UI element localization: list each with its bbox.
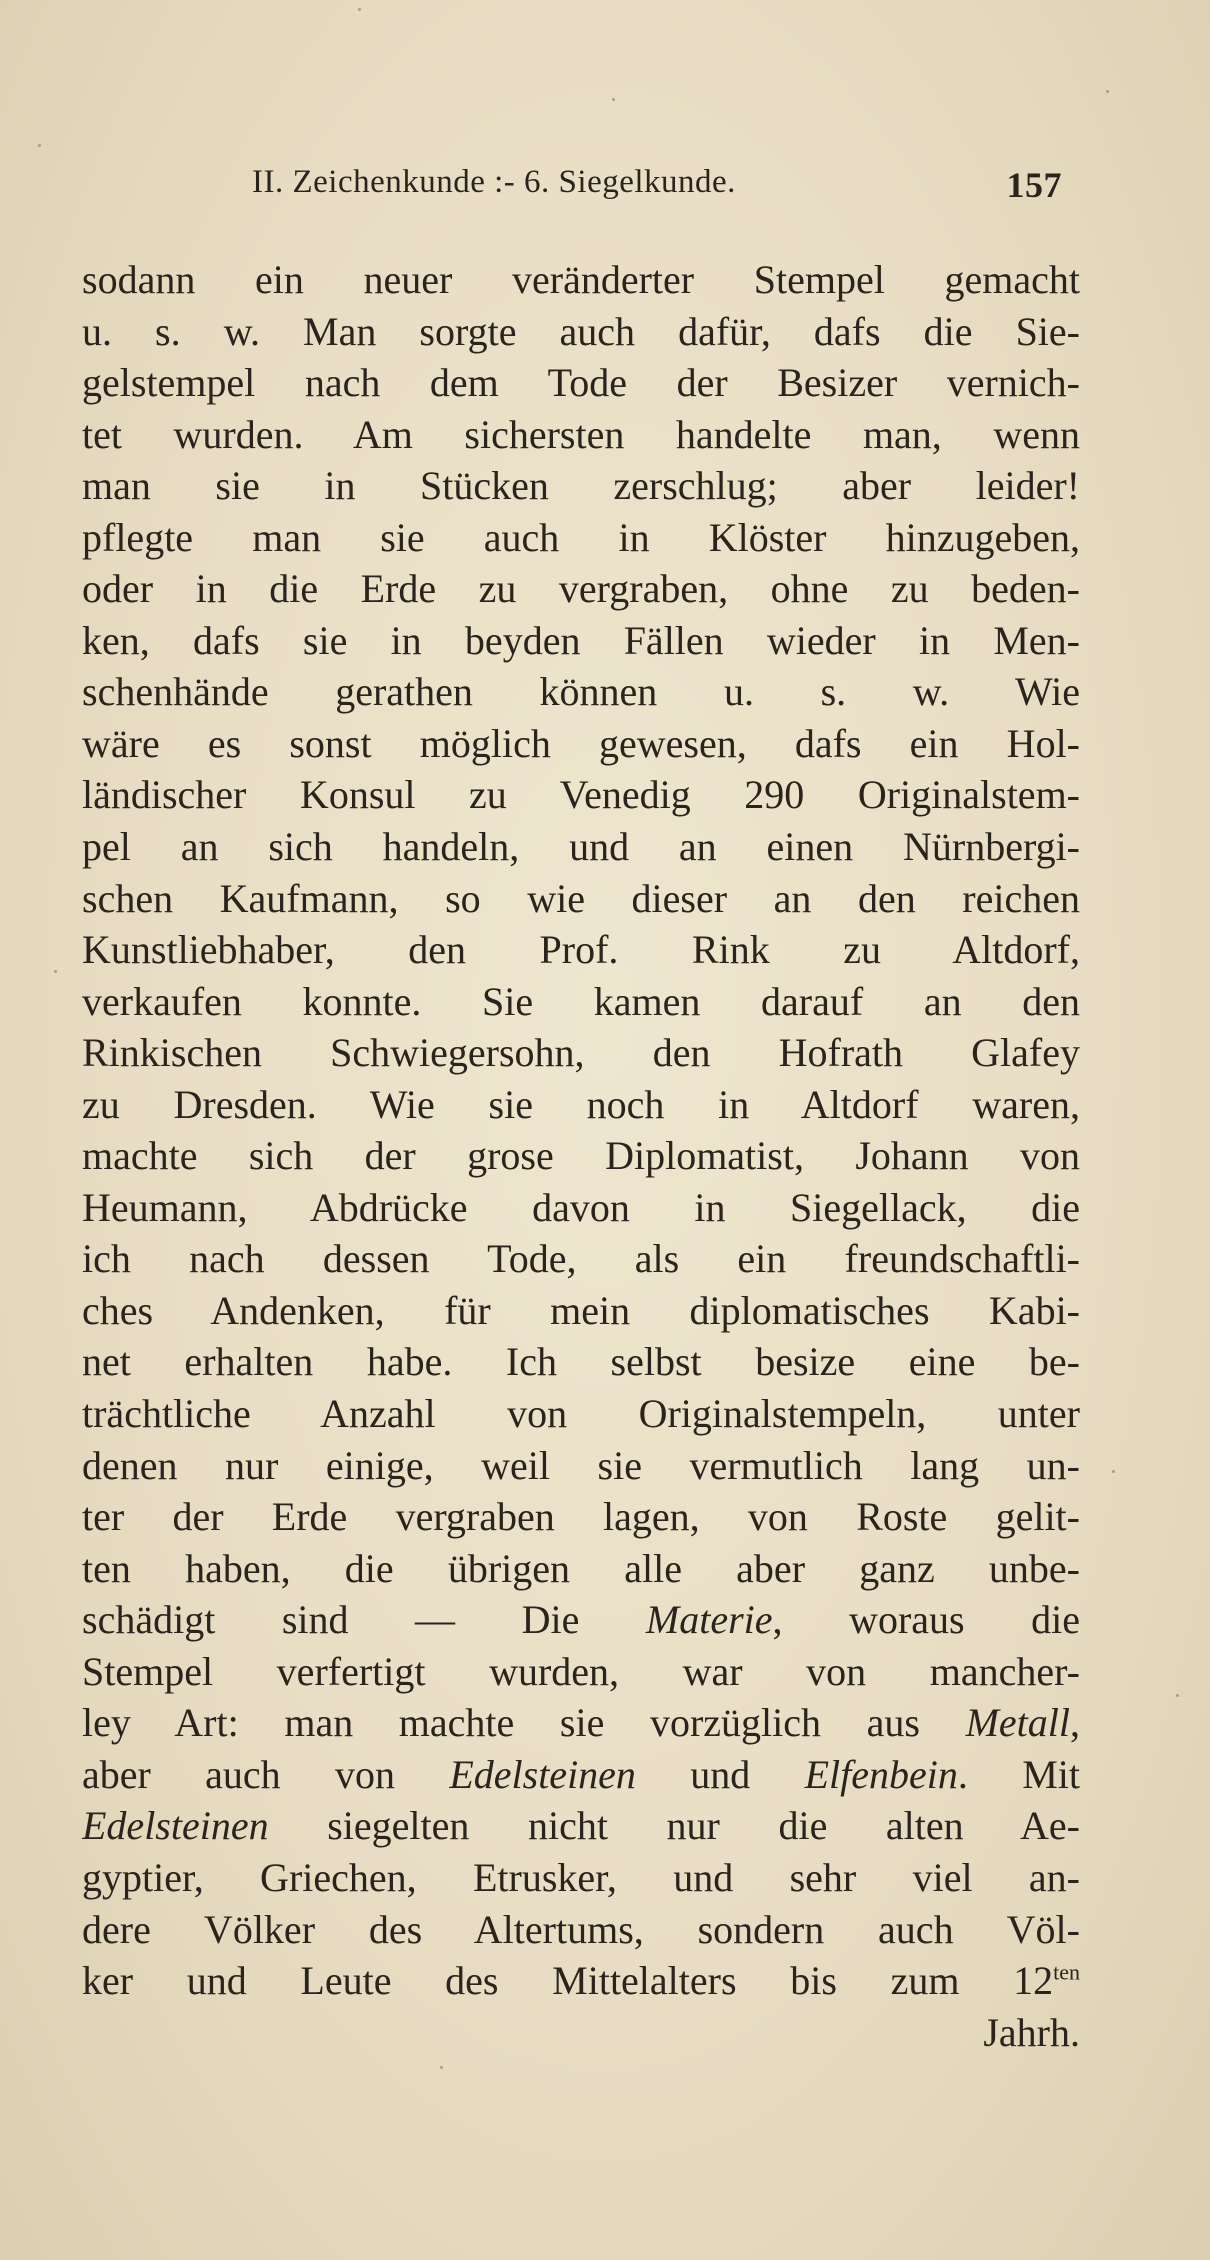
italic-term: Materie xyxy=(645,1597,773,1643)
italic-term: Elfenbein xyxy=(804,1751,958,1797)
text-line: man sie in Stücken zerschlug; aber leider! xyxy=(82,463,1080,509)
text-line: ches Andenken, für mein diplomatisches Kabi- xyxy=(82,1287,1080,1333)
text-line: ken, dafs sie in beyden Fällen wieder in Men- xyxy=(82,617,1080,663)
paper-speck xyxy=(54,970,57,973)
text-line: u. s. w. Man sorgte auch dafür, dafs die Sie- xyxy=(82,308,1080,354)
italic-term: Edelsteinen xyxy=(449,1751,636,1797)
text-line: ich nach dessen Tode, als ein freundschaftli- xyxy=(82,1236,1080,1282)
text-line: machte sich der grose Diplomatist, Johann von xyxy=(82,1133,1080,1179)
text-line: ten haben, die übrigen alle aber ganz unbe- xyxy=(82,1545,1080,1591)
text-line: pflegte man sie auch in Klöster hinzugeben, xyxy=(82,514,1080,560)
text-line: ley Art: man machte sie vorzüglich aus Metall, xyxy=(82,1700,1080,1746)
text-line: ter der Erde vergraben lagen, von Roste gelit- xyxy=(82,1494,1080,1540)
text-line: Rinkischen Schwiegersohn, den Hofrath Glafey xyxy=(82,1030,1080,1076)
paper-speck xyxy=(1112,1470,1115,1473)
text-line: pel an sich handeln, und an einen Nürnbergi- xyxy=(82,824,1080,870)
text-line: schenhände gerathen können u. s. w. Wie xyxy=(82,669,1080,715)
paper-speck xyxy=(1176,1694,1179,1697)
text-line: Jahrh. xyxy=(983,2009,1080,2055)
text-line: gyptier, Griechen, Etrusker, und sehr viel an- xyxy=(82,1854,1080,1900)
text-line: denen nur einige, weil sie vermutlich lang un- xyxy=(82,1442,1080,1488)
text-line: verkaufen konnte. Sie kamen darauf an den xyxy=(82,978,1080,1024)
text-line: net erhalten habe. Ich selbst besize eine be- xyxy=(82,1339,1080,1385)
paper-speck xyxy=(440,2066,443,2069)
body-text xyxy=(82,254,1080,2058)
text-line: Edelsteinen siegelten nicht nur die alten Ae- xyxy=(82,1803,1080,1849)
page-number: 157 xyxy=(1006,165,1062,205)
paper-speck xyxy=(38,144,41,147)
italic-term: Edelsteinen xyxy=(82,1803,269,1849)
text-line: zu Dresden. Wie sie noch in Altdorf waren, xyxy=(82,1081,1080,1127)
text-line: Stempel verfertigt wurden, war von mancher- xyxy=(82,1648,1080,1694)
text-line: ländischer Konsul zu Venedig 290 Originalstem- xyxy=(82,772,1080,818)
text-line: oder in die Erde zu vergraben, ohne zu beden- xyxy=(82,566,1080,612)
running-head xyxy=(252,164,1062,208)
text-line: schädigt sind — Die Materie, woraus die xyxy=(82,1597,1080,1643)
text-line: Heumann, Abdrücke davon in Siegellack, die xyxy=(82,1184,1080,1230)
running-head-title: II. Zeichenkunde :- 6. Siegelkunde. xyxy=(252,164,736,200)
italic-term: Metall xyxy=(965,1700,1070,1746)
text-line: tet wurden. Am sichersten handelte man, wenn xyxy=(82,411,1080,457)
text-line: Kunstliebhaber, den Prof. Rink zu Altdorf, xyxy=(82,927,1080,973)
text-line: wäre es sonst möglich gewesen, dafs ein Hol- xyxy=(82,720,1080,766)
text-line: gelstempel nach dem Tode der Besizer vernich- xyxy=(82,360,1080,406)
text-line: ker und Leute des Mittelalters bis zum $12^{ten}$ xyxy=(82,1958,1080,2004)
text-line: trächtliche Anzahl von Originalstempeln, unter xyxy=(82,1391,1080,1437)
paper-speck xyxy=(358,8,361,11)
text-line: aber auch von Edelsteinen und Elfenbein. Mit xyxy=(82,1751,1080,1797)
text-line: sodann ein neuer veränderter Stempel gemacht xyxy=(82,257,1080,302)
paper-speck xyxy=(612,98,615,101)
text-line: dere Völker des Altertums, sondern auch Völ- xyxy=(82,1906,1080,1952)
paper-speck xyxy=(1106,90,1109,93)
text-line: schen Kaufmann, so wie dieser an den reichen xyxy=(82,875,1080,921)
